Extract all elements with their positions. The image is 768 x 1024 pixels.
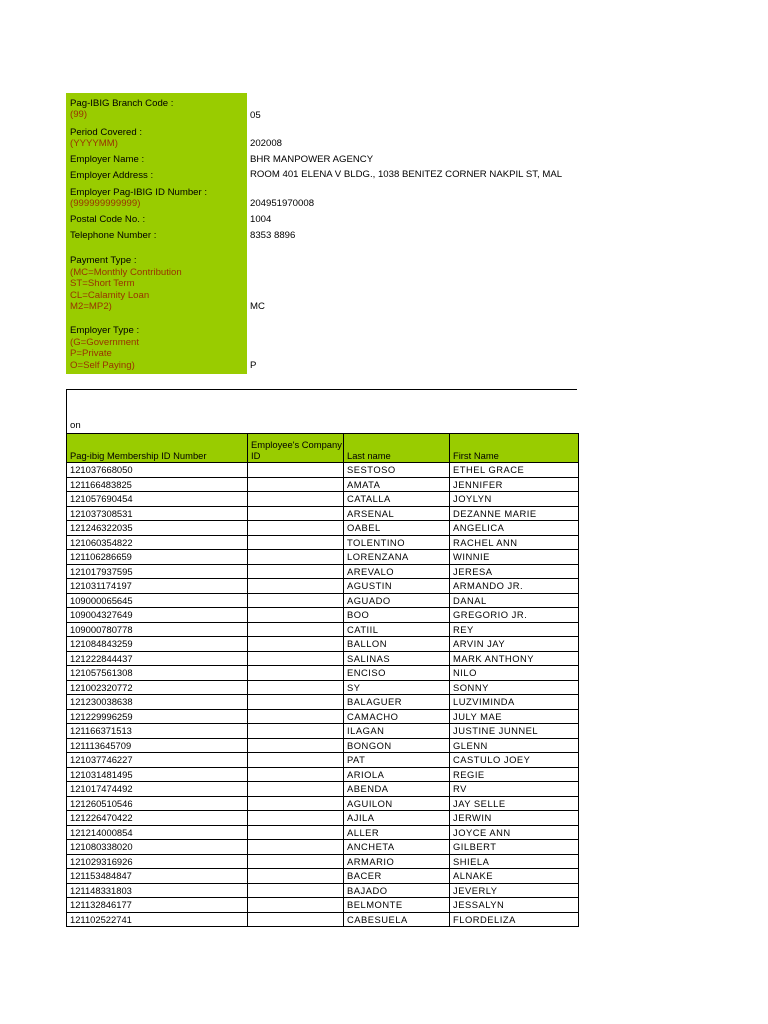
table-row <box>67 622 579 637</box>
section-left-border <box>66 389 67 434</box>
last-name-cell: ARMARIO <box>344 854 450 869</box>
employer-name-value: BHR MANPOWER AGENCY <box>250 154 374 165</box>
membership-id-cell: 121017937595 <box>67 564 248 579</box>
company-id-cell <box>248 854 344 869</box>
membership-id-cell: 121037746227 <box>67 753 248 768</box>
table-header-row <box>67 434 579 463</box>
last-name-cell: CATIIL <box>344 622 450 637</box>
company-id-cell <box>248 579 344 594</box>
employer-type-label: Employer Type : <box>70 325 140 336</box>
period-hint: (YYYYMM) <box>70 138 118 149</box>
company-id-cell <box>248 506 344 521</box>
first-name-cell: ANGELICA <box>450 521 579 536</box>
membership-id-cell: 121002320772 <box>67 680 248 695</box>
table-row <box>67 724 579 739</box>
first-name-cell: JESSALYN <box>450 898 579 913</box>
last-name-cell: ALLER <box>344 825 450 840</box>
membership-id-cell: 121060354822 <box>67 535 248 550</box>
last-name-cell: LORENZANA <box>344 550 450 565</box>
branch-code-value: 05 <box>250 110 261 121</box>
first-name-cell: JAY SELLE <box>450 796 579 811</box>
membership-id-cell: 121017474492 <box>67 782 248 797</box>
company-id-cell <box>248 521 344 536</box>
table-row <box>67 608 579 623</box>
first-name-cell: ALNAKE <box>450 869 579 884</box>
table-row <box>67 709 579 724</box>
last-name-cell: AGUADO <box>344 593 450 608</box>
table-row <box>67 564 579 579</box>
first-name-cell: GILBERT <box>450 840 579 855</box>
company-id-cell <box>248 695 344 710</box>
payment-type-hint: CL=Calamity Loan <box>70 290 150 301</box>
company-id-cell <box>248 550 344 565</box>
telephone-value: 8353 8896 <box>250 230 296 241</box>
membership-id-cell: 121031481495 <box>67 767 248 782</box>
last-name-cell: CAMACHO <box>344 709 450 724</box>
column-header-first-name: First Name <box>450 434 579 463</box>
table-row <box>67 666 579 681</box>
first-name-cell: NILO <box>450 666 579 681</box>
first-name-cell: SHIELA <box>450 854 579 869</box>
first-name-cell: RV <box>450 782 579 797</box>
first-name-cell: ARVIN JAY <box>450 637 579 652</box>
last-name-cell: AGUSTIN <box>344 579 450 594</box>
last-name-cell: ILAGAN <box>344 724 450 739</box>
company-id-cell <box>248 825 344 840</box>
employer-id-label: Employer Pag-IBIG ID Number : <box>70 187 208 198</box>
company-id-cell <box>248 869 344 884</box>
membership-id-cell: 121260510546 <box>67 796 248 811</box>
first-name-cell: CASTULO JOEY <box>450 753 579 768</box>
company-id-cell <box>248 724 344 739</box>
table-row <box>67 796 579 811</box>
section-text: on <box>70 420 81 431</box>
membership-id-cell: 121222844437 <box>67 651 248 666</box>
table-row <box>67 695 579 710</box>
employer-id-value: 204951970008 <box>250 198 315 209</box>
payment-type-hint: ST=Short Term <box>70 278 135 289</box>
first-name-cell: JOYCE ANN <box>450 825 579 840</box>
last-name-cell: SESTOSO <box>344 463 450 478</box>
members-table <box>66 433 579 927</box>
postal-code-label: Postal Code No. : <box>70 214 146 225</box>
column-header-membership-id: Pag-ibig Membership ID Number <box>67 434 248 463</box>
membership-id-cell: 109000780778 <box>67 622 248 637</box>
company-id-cell <box>248 709 344 724</box>
membership-id-cell: 121037668050 <box>67 463 248 478</box>
company-id-cell <box>248 753 344 768</box>
payment-type-label: Payment Type : <box>70 255 137 266</box>
table-row <box>67 521 579 536</box>
table-row <box>67 477 579 492</box>
payment-type-hint: (MC=Monthly Contribution <box>70 267 182 278</box>
company-id-cell <box>248 738 344 753</box>
company-id-cell <box>248 593 344 608</box>
employer-type-hint: (G=Government <box>70 337 140 348</box>
first-name-cell: JUSTINE JUNNEL <box>450 724 579 739</box>
company-id-cell <box>248 840 344 855</box>
payment-type-value: MC <box>250 301 265 312</box>
first-name-cell: JENNIFER <box>450 477 579 492</box>
column-header-last-name: Last name <box>344 434 450 463</box>
company-id-cell <box>248 651 344 666</box>
company-id-cell <box>248 477 344 492</box>
membership-id-cell: 121057690454 <box>67 492 248 507</box>
table-row <box>67 883 579 898</box>
company-id-cell <box>248 782 344 797</box>
table-row <box>67 463 579 478</box>
first-name-cell: ETHEL GRACE <box>450 463 579 478</box>
membership-id-cell: 121148331803 <box>67 883 248 898</box>
company-id-cell <box>248 608 344 623</box>
membership-id-cell: 121246322035 <box>67 521 248 536</box>
last-name-cell: ABENDA <box>344 782 450 797</box>
membership-id-cell: 121113645709 <box>67 738 248 753</box>
last-name-cell: BOO <box>344 608 450 623</box>
membership-id-cell: 121132846177 <box>67 898 248 913</box>
last-name-cell: AMATA <box>344 477 450 492</box>
company-id-cell <box>248 463 344 478</box>
table-row <box>67 811 579 826</box>
first-name-cell: LUZVIMINDA <box>450 695 579 710</box>
company-id-cell <box>248 796 344 811</box>
last-name-cell: PAT <box>344 753 450 768</box>
last-name-cell: BAJADO <box>344 883 450 898</box>
first-name-cell: RACHEL ANN <box>450 535 579 550</box>
company-id-cell <box>248 492 344 507</box>
employer-name-label: Employer Name : <box>70 154 145 165</box>
last-name-cell: BALLON <box>344 637 450 652</box>
membership-id-cell: 121214000854 <box>67 825 248 840</box>
employer-id-hint: (999999999999) <box>70 198 141 209</box>
first-name-cell: JEVERLY <box>450 883 579 898</box>
branch-code-label: Pag-IBIG Branch Code : <box>70 98 174 109</box>
branch-code-hint: (99) <box>70 109 88 120</box>
membership-id-cell: 109004327649 <box>67 608 248 623</box>
first-name-cell: JERWIN <box>450 811 579 826</box>
last-name-cell: OABEL <box>344 521 450 536</box>
membership-id-cell: 121229996259 <box>67 709 248 724</box>
first-name-cell: DEZANNE MARIE <box>450 506 579 521</box>
membership-id-cell: 121166483825 <box>67 477 248 492</box>
employer-address-value: ROOM 401 ELENA V BLDG., 1038 BENITEZ CORNER NAKPIL ST, MAL <box>250 169 563 180</box>
table-row <box>67 912 579 927</box>
postal-code-value: 1004 <box>250 214 272 225</box>
company-id-cell <box>248 811 344 826</box>
last-name-cell: BALAGUER <box>344 695 450 710</box>
period-label: Period Covered : <box>70 127 142 138</box>
membership-id-cell: 121037308531 <box>67 506 248 521</box>
company-id-cell <box>248 637 344 652</box>
table-row <box>67 738 579 753</box>
table-row <box>67 869 579 884</box>
last-name-cell: ARIOLA <box>344 767 450 782</box>
table-row <box>67 753 579 768</box>
employer-type-value: P <box>250 360 257 371</box>
payment-type-hint: M2=MP2) <box>70 301 112 312</box>
first-name-cell: WINNIE <box>450 550 579 565</box>
membership-id-cell: 121106286659 <box>67 550 248 565</box>
first-name-cell: GLENN <box>450 738 579 753</box>
first-name-cell: JULY MAE <box>450 709 579 724</box>
table-row <box>67 593 579 608</box>
membership-id-cell: 121084843259 <box>67 637 248 652</box>
table-row <box>67 840 579 855</box>
last-name-cell: AREVALO <box>344 564 450 579</box>
first-name-cell: REY <box>450 622 579 637</box>
last-name-cell: AGUILON <box>344 796 450 811</box>
company-id-cell <box>248 535 344 550</box>
table-row <box>67 825 579 840</box>
membership-id-cell: 121166371513 <box>67 724 248 739</box>
membership-id-cell: 121153484847 <box>67 869 248 884</box>
last-name-cell: SALINAS <box>344 651 450 666</box>
last-name-cell: BACER <box>344 869 450 884</box>
employer-type-hint: O=Self Paying) <box>70 360 135 371</box>
section-top-border <box>66 389 577 390</box>
table-row <box>67 637 579 652</box>
membership-id-cell: 121102522741 <box>67 912 248 927</box>
last-name-cell: ANCHETA <box>344 840 450 855</box>
table-row <box>67 492 579 507</box>
company-id-cell <box>248 912 344 927</box>
first-name-cell: JOYLYN <box>450 492 579 507</box>
first-name-cell: DANAL <box>450 593 579 608</box>
first-name-cell: JERESA <box>450 564 579 579</box>
membership-id-cell: 109000065645 <box>67 593 248 608</box>
last-name-cell: ENCISO <box>344 666 450 681</box>
table-row <box>67 506 579 521</box>
employer-type-hint: P=Private <box>70 348 112 359</box>
table-row <box>67 782 579 797</box>
first-name-cell: MARK ANTHONY <box>450 651 579 666</box>
last-name-cell: TOLENTINO <box>344 535 450 550</box>
first-name-cell: SONNY <box>450 680 579 695</box>
table-row <box>67 651 579 666</box>
last-name-cell: CABESUELA <box>344 912 450 927</box>
table-row <box>67 898 579 913</box>
company-id-cell <box>248 666 344 681</box>
company-id-cell <box>248 680 344 695</box>
first-name-cell: FLORDELIZA <box>450 912 579 927</box>
first-name-cell: GREGORIO JR. <box>450 608 579 623</box>
first-name-cell: ARMANDO JR. <box>450 579 579 594</box>
company-id-cell <box>248 898 344 913</box>
table-row <box>67 854 579 869</box>
membership-id-cell: 121080338020 <box>67 840 248 855</box>
company-id-cell <box>248 883 344 898</box>
last-name-cell: BONGON <box>344 738 450 753</box>
membership-id-cell: 121031174197 <box>67 579 248 594</box>
period-value: 202008 <box>250 138 283 149</box>
last-name-cell: CATALLA <box>344 492 450 507</box>
telephone-label: Telephone Number : <box>70 230 157 241</box>
table-row <box>67 767 579 782</box>
membership-id-cell: 121226470422 <box>67 811 248 826</box>
last-name-cell: BELMONTE <box>344 898 450 913</box>
table-row <box>67 550 579 565</box>
column-header-company-id: Employee's Company ID <box>248 434 344 463</box>
table-row <box>67 579 579 594</box>
last-name-cell: SY <box>344 680 450 695</box>
last-name-cell: AJILA <box>344 811 450 826</box>
company-id-cell <box>248 767 344 782</box>
employer-address-label: Employer Address : <box>70 170 154 181</box>
company-id-cell <box>248 622 344 637</box>
last-name-cell: ARSENAL <box>344 506 450 521</box>
table-row <box>67 680 579 695</box>
first-name-cell: REGIE <box>450 767 579 782</box>
company-id-cell <box>248 564 344 579</box>
membership-id-cell: 121230038638 <box>67 695 248 710</box>
membership-id-cell: 121029316926 <box>67 854 248 869</box>
membership-id-cell: 121057561308 <box>67 666 248 681</box>
table-row <box>67 535 579 550</box>
